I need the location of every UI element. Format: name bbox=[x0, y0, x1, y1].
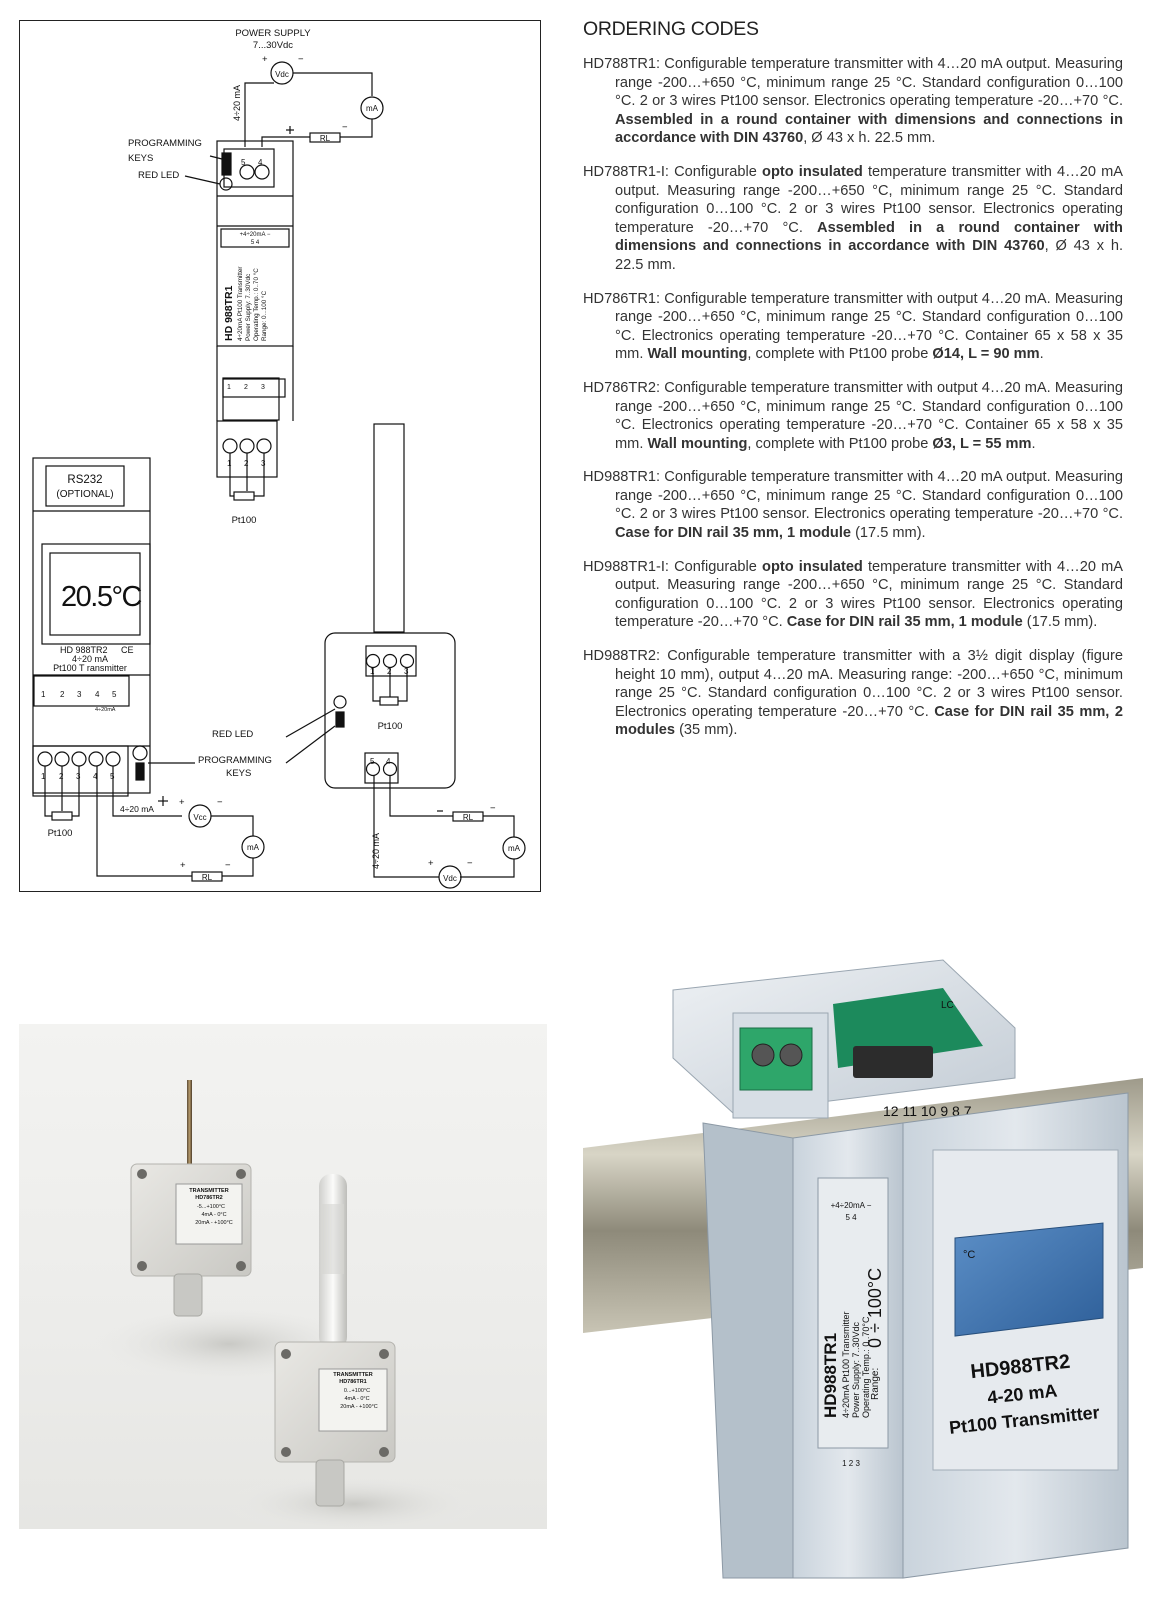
terminal-4: 4 bbox=[258, 158, 263, 167]
order-description: Configurable temperature transmitter with 4…20 mA output. Measuring range -200…+650 °C, minimum range 25 °C. Standard configuration 0…100 °C. 2 or 3 wires Pt100 sensor. Electronics operating temperature -20…+70 °C. bbox=[615, 469, 1123, 523]
transmitter-1-model: HD786TR2 bbox=[195, 1195, 223, 1201]
order-code: HD786TR2: bbox=[583, 379, 661, 396]
voltage-label: 7...30Vdc bbox=[252, 40, 294, 51]
ordering-entry bbox=[583, 55, 1123, 148]
probe-terminal-3: 3 bbox=[404, 667, 409, 676]
tr2-model-label: HD 988TR2 bbox=[60, 645, 108, 655]
module-desc-2: Power Supply: 7..30Vdc bbox=[245, 273, 252, 341]
terminal-2: 2 bbox=[244, 459, 249, 468]
order-code: HD788TR1-I: bbox=[583, 163, 669, 180]
order-code: HD988TR2: bbox=[583, 648, 661, 665]
order-description-tail: (35 mm). bbox=[675, 722, 738, 739]
order-description: Configurable temperature transmitter with a 3½ digit display (figure height 10 mm), output 4…20 mA. Measuring range: -200…+650 °C, minimum range 25 °C. Standard configuration 0…100 °C. 2 or 3 wires Pt100 sensor. Electronics operating temperature -20…+70 °C. bbox=[615, 648, 1123, 720]
order-text-prefix: Configurable bbox=[674, 163, 763, 180]
tr2-lower-terminal-2: 2 bbox=[59, 772, 64, 781]
terminal-1: 1 bbox=[227, 459, 232, 468]
tr2-lower-terminal-3: 3 bbox=[76, 772, 81, 781]
order-end: . bbox=[1039, 346, 1044, 363]
order-feature: Assembled in a round container with dimensions and connections in accordance with DIN 43760 bbox=[615, 219, 1123, 255]
order-feature: Case for DIN rail 35 mm, 2 modules bbox=[615, 703, 1123, 739]
tr2-terminal-4: 4 bbox=[95, 690, 100, 699]
ordering-codes bbox=[583, 18, 1123, 755]
order-code: HD988TR1: bbox=[583, 469, 661, 486]
hd988tr1-bottom-nums: 1 2 3 bbox=[842, 1459, 860, 1468]
tr2-lower-terminal-4: 4 bbox=[93, 772, 98, 781]
module-top-nums: 5 4 bbox=[250, 240, 260, 246]
hd988tr1-desc-3: Operating Temp.: 0..70°C bbox=[861, 1316, 871, 1418]
tr2-desc-label: Pt100 T ransmitter bbox=[53, 663, 127, 673]
order-code: HD988TR1-I: bbox=[583, 558, 669, 575]
order-feature: Assembled in a round container with dimensions and connections in accordance with DIN 43760 bbox=[615, 111, 1123, 147]
pt100-left-label: Pt100 bbox=[47, 828, 73, 839]
tr2-terminal-5: 5 bbox=[112, 690, 117, 699]
hd988tr1-desc-2: Power Supply: 7..30Vdc bbox=[851, 1321, 861, 1418]
module-desc-3: Operating Temp.: 0..70 °C bbox=[253, 268, 260, 341]
terminal-3: 3 bbox=[261, 459, 266, 468]
display-value: 20.5°C bbox=[61, 581, 141, 613]
minus-sign: − bbox=[298, 54, 304, 65]
ordering-entry bbox=[583, 647, 1123, 740]
programming-label: PROGRAMMING bbox=[128, 138, 202, 149]
hd988tr1-range-label: Range: bbox=[870, 1367, 881, 1400]
transmitter-2-out-a: 4mA - 0°C bbox=[344, 1396, 370, 1402]
lcd-display bbox=[955, 1223, 1103, 1336]
tr2-lower-terminal-1: 1 bbox=[41, 772, 46, 781]
order-description: Configurable temperature transmitter with 4…20 mA output. Measuring range -200…+650 °C, minimum range 25 °C. Standard configuration 0…100 °C. 2 or 3 wires Pt100 sensor. Electronics operating temperature -20…+70 °C. bbox=[615, 56, 1124, 110]
order-highlight: opto insulated bbox=[762, 558, 863, 575]
terminal-5: 5 bbox=[241, 158, 246, 167]
order-description-tail: , Ø 43 x h. 22.5 mm. bbox=[615, 238, 1124, 273]
bottom-terminal-1: 1 bbox=[227, 384, 231, 391]
keys-label: KEYS bbox=[128, 153, 154, 164]
order-description-tail: (17.5 mm). bbox=[1022, 614, 1098, 631]
order-description-tail: , complete with Pt100 probe bbox=[747, 435, 933, 452]
left-programming-label: PROGRAMMING bbox=[198, 755, 272, 766]
plus-sign: + bbox=[262, 54, 268, 65]
ordering-entries bbox=[583, 55, 1123, 740]
bottom-terminal-2: 2 bbox=[244, 384, 248, 391]
order-description-tail: , complete with Pt100 probe bbox=[747, 346, 933, 363]
order-highlight: opto insulated bbox=[762, 163, 863, 180]
order-feature: Wall mounting bbox=[647, 346, 748, 363]
wiring-diagram bbox=[19, 20, 541, 892]
pt100-top-label: Pt100 bbox=[231, 515, 257, 526]
order-description: temperature transmitter with 4…20 mA output. Measuring range -200…+650 °C, minimum range 25 °C. Standard configuration 0…100 °C. 2 or 3 wires Pt100 sensor. Electronics operating temperature -20…+70 °C. bbox=[615, 558, 1123, 631]
order-text-prefix: Configurable bbox=[674, 558, 763, 575]
transmitter-2-range: 0...+100°C bbox=[343, 1388, 371, 1394]
bottom-terminal-3: 3 bbox=[261, 384, 265, 391]
lc-mark: LC bbox=[941, 1000, 954, 1011]
minus-sign-rl: − bbox=[342, 122, 348, 133]
wall-transmitters-photo bbox=[19, 1024, 547, 1529]
order-description-tail: (17.5 mm). bbox=[851, 525, 926, 542]
right-vdc-plus: + bbox=[428, 858, 434, 869]
probe-terminal-4: 4 bbox=[386, 757, 391, 766]
right-vdc-minus: − bbox=[467, 858, 473, 869]
ma-label: mA bbox=[366, 104, 378, 113]
transmitter-1-heading: TRANSMITTER bbox=[189, 1188, 229, 1194]
hd988tr1-top-nums: 5 4 bbox=[845, 1213, 857, 1222]
order-description: temperature transmitter with 4…20 mA output. Measuring range -200…+650 °C, minimum range 25 °C. Standard configuration 0…100 °C. 2 or 3 wires Pt100 sensor. Electronics operating temperature -20…+70 °C. bbox=[615, 163, 1123, 236]
rl-minus: − bbox=[225, 860, 231, 871]
hd988tr1-top-label: +4÷20mA − bbox=[830, 1201, 872, 1210]
order-feature: Case for DIN rail 35 mm, 1 module bbox=[615, 525, 852, 542]
tr2-terminal-1: 1 bbox=[41, 690, 46, 699]
ordering-codes-title: ORDERING CODES bbox=[583, 18, 759, 40]
rs232-label: RS232 bbox=[67, 474, 103, 486]
ce-mark: CE bbox=[121, 645, 134, 655]
module-desc-4: Range: 0...100 °C bbox=[261, 290, 268, 341]
optional-label: (OPTIONAL) bbox=[56, 489, 114, 500]
wall-transmitters-svg bbox=[19, 1024, 547, 1529]
vcc-minus: − bbox=[217, 797, 223, 808]
hd988tr2-current: 4-20 mA bbox=[986, 1380, 1059, 1408]
current-label: 4÷20 mA bbox=[232, 85, 242, 121]
left-current-label: 4÷20 mA bbox=[120, 804, 154, 814]
order-end: . bbox=[1031, 435, 1036, 452]
right-vdc-label: Vdc bbox=[443, 874, 457, 883]
rl-plus: + bbox=[180, 860, 186, 871]
transmitter-1-range: -5...+100°C bbox=[196, 1204, 226, 1210]
order-code: HD788TR1 bbox=[583, 56, 656, 72]
pt100-right-label: Pt100 bbox=[377, 721, 403, 732]
transmitter-1-out-a: 4mA - 0°C bbox=[201, 1212, 227, 1218]
terminal-numbers: 12 11 10 9 8 7 bbox=[883, 1103, 972, 1119]
probe-terminal-1: 1 bbox=[370, 667, 375, 676]
tr2-terminal-2: 2 bbox=[60, 690, 65, 699]
order-probe-size: Ø14, L = 90 mm bbox=[932, 346, 1040, 363]
order-code: HD786TR1: bbox=[583, 290, 661, 307]
steel-probe-rod bbox=[187, 1080, 192, 1174]
right-ma-label: mA bbox=[508, 844, 520, 853]
ordering-entry bbox=[583, 163, 1123, 275]
ordering-entry bbox=[583, 290, 1123, 364]
right-rl-minus: − bbox=[490, 803, 496, 814]
right-current-label: 4÷20 mA bbox=[371, 833, 381, 869]
order-feature: Case for DIN rail 35 mm, 1 module bbox=[786, 614, 1023, 631]
vcc-plus: + bbox=[179, 797, 185, 808]
lcd-degree: °C bbox=[963, 1249, 976, 1261]
transmitter-2-out-b: 20mA - +100°C bbox=[340, 1404, 378, 1410]
ordering-entry bbox=[583, 468, 1123, 542]
left-rl-label: RL bbox=[201, 873, 213, 882]
order-description: Configurable temperature transmitter with output 4…20 mA. Measuring range -200…+650 °C, minimum range 25 °C. Standard configuration 0…100 °C. Electronics operating temperature -20…+70 °C. Container 65 x 58 x 35 mm. bbox=[615, 290, 1123, 363]
right-rl-label: RL bbox=[462, 813, 474, 822]
order-probe-size: Ø3, L = 55 mm bbox=[932, 435, 1032, 452]
left-keys-label: KEYS bbox=[226, 768, 252, 779]
tr2-sub-label: 4÷20mA bbox=[95, 707, 116, 713]
red-led-label: RED LED bbox=[138, 170, 180, 181]
order-feature: Wall mounting bbox=[647, 435, 748, 452]
vcc-label: Vcc bbox=[193, 813, 207, 822]
left-ma-label: mA bbox=[247, 843, 259, 852]
module-top-label: +4÷20mA − bbox=[239, 232, 271, 238]
transmitter-2-model: HD786TR1 bbox=[339, 1379, 367, 1385]
tr2-lower-terminal-5: 5 bbox=[110, 772, 115, 781]
transmitter-1-out-b: 20mA - +100°C bbox=[195, 1220, 233, 1226]
din-rail-modules-photo bbox=[583, 938, 1143, 1586]
rl-label: RL bbox=[319, 134, 331, 143]
order-description: Configurable temperature transmitter with output 4…20 mA. Measuring range -200…+650 °C, minimum range 25 °C. Standard configuration 0…100 °C. Electronics operating temperature -20…+70 °C. Container 65 x 58 x 35 mm. bbox=[615, 379, 1123, 452]
left-red-led-label: RED LED bbox=[212, 729, 254, 740]
transmitter-2-heading: TRANSMITTER bbox=[333, 1372, 373, 1378]
hd988tr1-desc-1: 4÷20mA Pt100 Transmitter bbox=[841, 1311, 851, 1418]
probe-terminal-2: 2 bbox=[387, 667, 392, 676]
order-description-tail: , Ø 43 x h. 22.5 mm. bbox=[803, 130, 936, 147]
ordering-entry bbox=[583, 379, 1123, 453]
wiring-diagram-svg bbox=[20, 21, 540, 891]
tr2-current-label: 4÷20 mA bbox=[72, 654, 108, 664]
module-model: HD 988TR1 bbox=[223, 285, 235, 341]
vdc-label: Vdc bbox=[275, 70, 289, 79]
tr2-terminal-3: 3 bbox=[77, 690, 82, 699]
hd988tr2-desc: Pt100 Transmitter bbox=[948, 1402, 1101, 1438]
ordering-entry bbox=[583, 558, 1123, 632]
hd988tr2-model: HD988TR2 bbox=[969, 1350, 1072, 1384]
order-code-separator: : bbox=[656, 56, 665, 72]
hd988tr1-model: HD988TR1 bbox=[821, 1332, 840, 1418]
hd988tr1-range-value: 0 ÷ 100°C bbox=[865, 1267, 885, 1348]
din-rail-modules-svg bbox=[583, 938, 1143, 1586]
module-desc-1: 4÷20mA Pt100 Transmitter bbox=[237, 266, 244, 341]
power-supply-label: POWER SUPPLY bbox=[235, 28, 311, 39]
probe-terminal-5: 5 bbox=[370, 757, 375, 766]
